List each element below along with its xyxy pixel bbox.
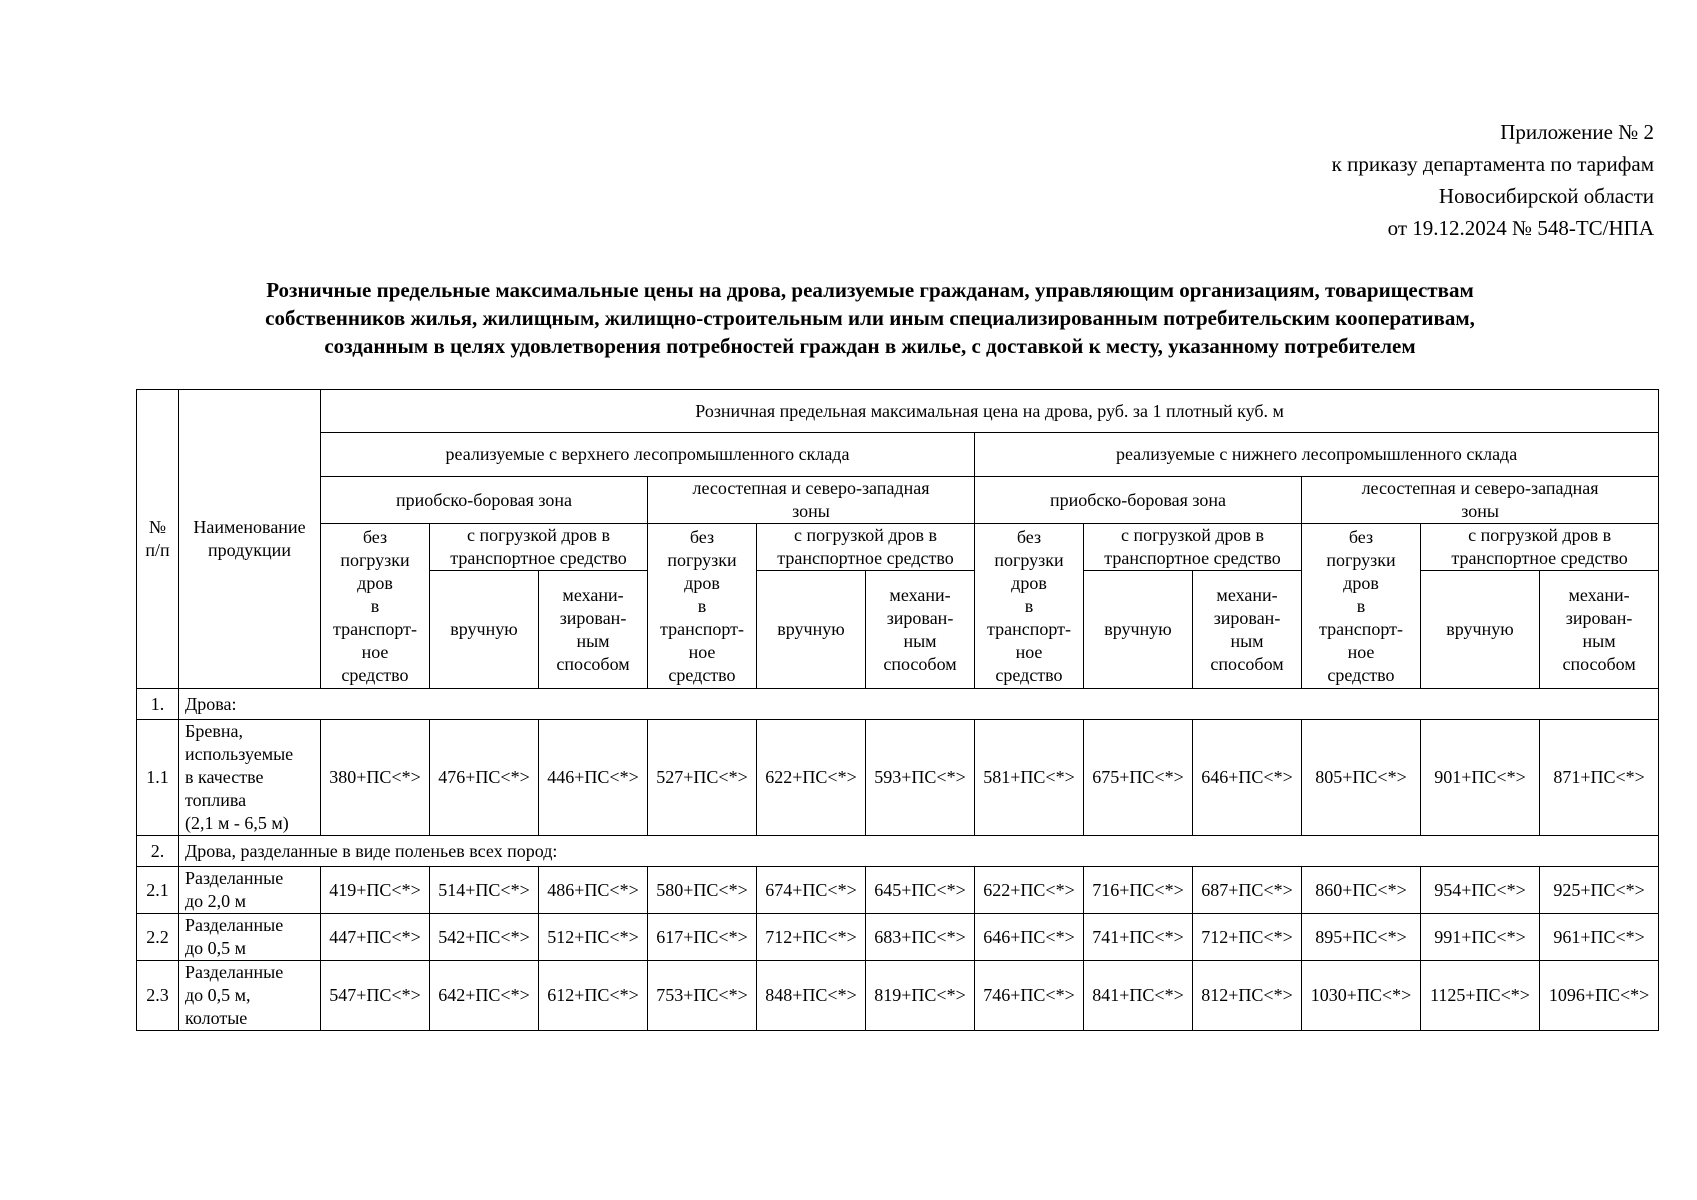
header-price-caption: Розничная предельная максимальная цена на дрова, руб. за 1 плотный куб. м	[321, 390, 1659, 433]
title-line-3: созданным в целях удовлетворения потребностей граждан в жилье, с доставкой к месту, указанному потребителем	[324, 334, 1416, 358]
price-cell: 895+ПС<*>	[1302, 914, 1421, 961]
price-cell: 542+ПС<*>	[430, 914, 539, 961]
row-number: 2.1	[137, 867, 179, 914]
header-manual: вручную	[1084, 571, 1193, 689]
price-cell: 841+ПС<*>	[1084, 961, 1193, 1031]
appendix-order-ref: к приказу департамента по тарифам	[1331, 152, 1654, 176]
price-cell: 925+ПС<*>	[1540, 867, 1659, 914]
price-cell: 860+ПС<*>	[1302, 867, 1421, 914]
price-cell: 547+ПС<*>	[321, 961, 430, 1031]
table-row	[137, 867, 1659, 914]
product-name: Разделанные до 0,5 м, колотые	[179, 961, 321, 1031]
appendix-number: Приложение № 2	[1500, 120, 1654, 144]
price-cell: 527+ПС<*>	[648, 720, 757, 836]
section-name: Дрова, разделанные в виде поленьев всех пород:	[179, 836, 1659, 867]
table-body	[137, 689, 1659, 1031]
price-cell: 645+ПС<*>	[866, 867, 975, 914]
header-product-name: Наименование продукции	[179, 390, 321, 689]
price-cell: 674+ПС<*>	[757, 867, 866, 914]
section-row	[137, 689, 1659, 720]
price-cell: 581+ПС<*>	[975, 720, 1084, 836]
header-no-loading: без погрузки дров в транспорт- ное средство	[975, 524, 1084, 689]
price-cell: 646+ПС<*>	[975, 914, 1084, 961]
appendix-date: от 19.12.2024 № 548-ТС/НПА	[1387, 216, 1654, 240]
header-manual: вручную	[1421, 571, 1540, 689]
price-cell: 447+ПС<*>	[321, 914, 430, 961]
price-cell: 812+ПС<*>	[1193, 961, 1302, 1031]
title-line-2: собственников жилья, жилищным, жилищно-строительным или иным специализированным потребительским кооперативам,	[265, 306, 1475, 330]
header-no-loading: без погрузки дров в транспорт- ное средство	[321, 524, 430, 689]
row-number: 2.3	[137, 961, 179, 1031]
price-cell: 961+ПС<*>	[1540, 914, 1659, 961]
header-manual: вручную	[430, 571, 539, 689]
price-cell: 712+ПС<*>	[1193, 914, 1302, 961]
header-manual: вручную	[757, 571, 866, 689]
price-cell: 991+ПС<*>	[1421, 914, 1540, 961]
price-cell: 687+ПС<*>	[1193, 867, 1302, 914]
product-name: Бревна, используемые в качестве топлива (2,1 м - 6,5 м)	[179, 720, 321, 836]
header-zone-pine: приобско-боровая зона	[321, 477, 648, 524]
header-upper-warehouse: реализуемые с верхнего лесопромышленного склада	[321, 433, 975, 477]
header-no-loading: без погрузки дров в транспорт- ное средство	[1302, 524, 1421, 689]
price-cell: 675+ПС<*>	[1084, 720, 1193, 836]
row-number: 1.1	[137, 720, 179, 836]
price-cell: 1096+ПС<*>	[1540, 961, 1659, 1031]
table-row	[137, 720, 1659, 836]
product-name: Разделанные до 0,5 м	[179, 914, 321, 961]
price-cell: 954+ПС<*>	[1421, 867, 1540, 914]
header-num: № п/п	[137, 390, 179, 689]
price-cell: 848+ПС<*>	[757, 961, 866, 1031]
price-cell: 622+ПС<*>	[975, 867, 1084, 914]
header-with-loading: с погрузкой дров в транспортное средство	[1421, 524, 1659, 571]
header-zone-pine: приобско-боровая зона	[975, 477, 1302, 524]
price-cell: 1030+ПС<*>	[1302, 961, 1421, 1031]
table-header	[137, 390, 1659, 689]
table-row	[137, 914, 1659, 961]
header-lower-warehouse: реализуемые с нижнего лесопромышленного склада	[975, 433, 1659, 477]
row-number: 1.	[137, 689, 179, 720]
price-cell: 712+ПС<*>	[757, 914, 866, 961]
header-no-loading: без погрузки дров в транспорт- ное средство	[648, 524, 757, 689]
price-cell: 716+ПС<*>	[1084, 867, 1193, 914]
table-row	[137, 961, 1659, 1031]
price-cell: 380+ПС<*>	[321, 720, 430, 836]
appendix-region: Новосибирской области	[1438, 184, 1654, 208]
product-name: Разделанные до 2,0 м	[179, 867, 321, 914]
price-cell: 753+ПС<*>	[648, 961, 757, 1031]
header-mechanized: механи- зирован- ным способом	[539, 571, 648, 689]
price-cell: 617+ПС<*>	[648, 914, 757, 961]
section-name: Дрова:	[179, 689, 1659, 720]
price-cell: 486+ПС<*>	[539, 867, 648, 914]
price-cell: 476+ПС<*>	[430, 720, 539, 836]
price-cell: 419+ПС<*>	[321, 867, 430, 914]
header-with-loading: с погрузкой дров в транспортное средство	[430, 524, 648, 571]
price-cell: 512+ПС<*>	[539, 914, 648, 961]
document-title	[140, 276, 1600, 360]
header-with-loading: с погрузкой дров в транспортное средство	[1084, 524, 1302, 571]
header-zone-steppe: лесостепная и северо-западная зоны	[648, 477, 975, 524]
price-cell: 612+ПС<*>	[539, 961, 648, 1031]
price-table	[136, 389, 1659, 1031]
title-line-1: Розничные предельные максимальные цены на дрова, реализуемые гражданам, управляющим организациям, товариществам	[266, 278, 1474, 302]
appendix-header	[1332, 116, 1654, 244]
price-cell: 580+ПС<*>	[648, 867, 757, 914]
header-mechanized: механи- зирован- ным способом	[866, 571, 975, 689]
price-cell: 622+ПС<*>	[757, 720, 866, 836]
price-cell: 446+ПС<*>	[539, 720, 648, 836]
price-cell: 901+ПС<*>	[1421, 720, 1540, 836]
header-zone-steppe: лесостепная и северо-западная зоны	[1302, 477, 1659, 524]
price-cell: 741+ПС<*>	[1084, 914, 1193, 961]
price-cell: 642+ПС<*>	[430, 961, 539, 1031]
price-cell: 819+ПС<*>	[866, 961, 975, 1031]
price-cell: 683+ПС<*>	[866, 914, 975, 961]
header-mechanized: механи- зирован- ным способом	[1540, 571, 1659, 689]
price-cell: 805+ПС<*>	[1302, 720, 1421, 836]
price-cell: 871+ПС<*>	[1540, 720, 1659, 836]
price-cell: 646+ПС<*>	[1193, 720, 1302, 836]
row-number: 2.	[137, 836, 179, 867]
section-row	[137, 836, 1659, 867]
price-cell: 593+ПС<*>	[866, 720, 975, 836]
header-zone-row	[137, 477, 1659, 524]
header-mechanized: механи- зирован- ным способом	[1193, 571, 1302, 689]
row-number: 2.2	[137, 914, 179, 961]
header-with-loading: с погрузкой дров в транспортное средство	[757, 524, 975, 571]
header-loading-row	[137, 524, 1659, 571]
price-cell: 746+ПС<*>	[975, 961, 1084, 1031]
price-cell: 514+ПС<*>	[430, 867, 539, 914]
price-cell: 1125+ПС<*>	[1421, 961, 1540, 1031]
